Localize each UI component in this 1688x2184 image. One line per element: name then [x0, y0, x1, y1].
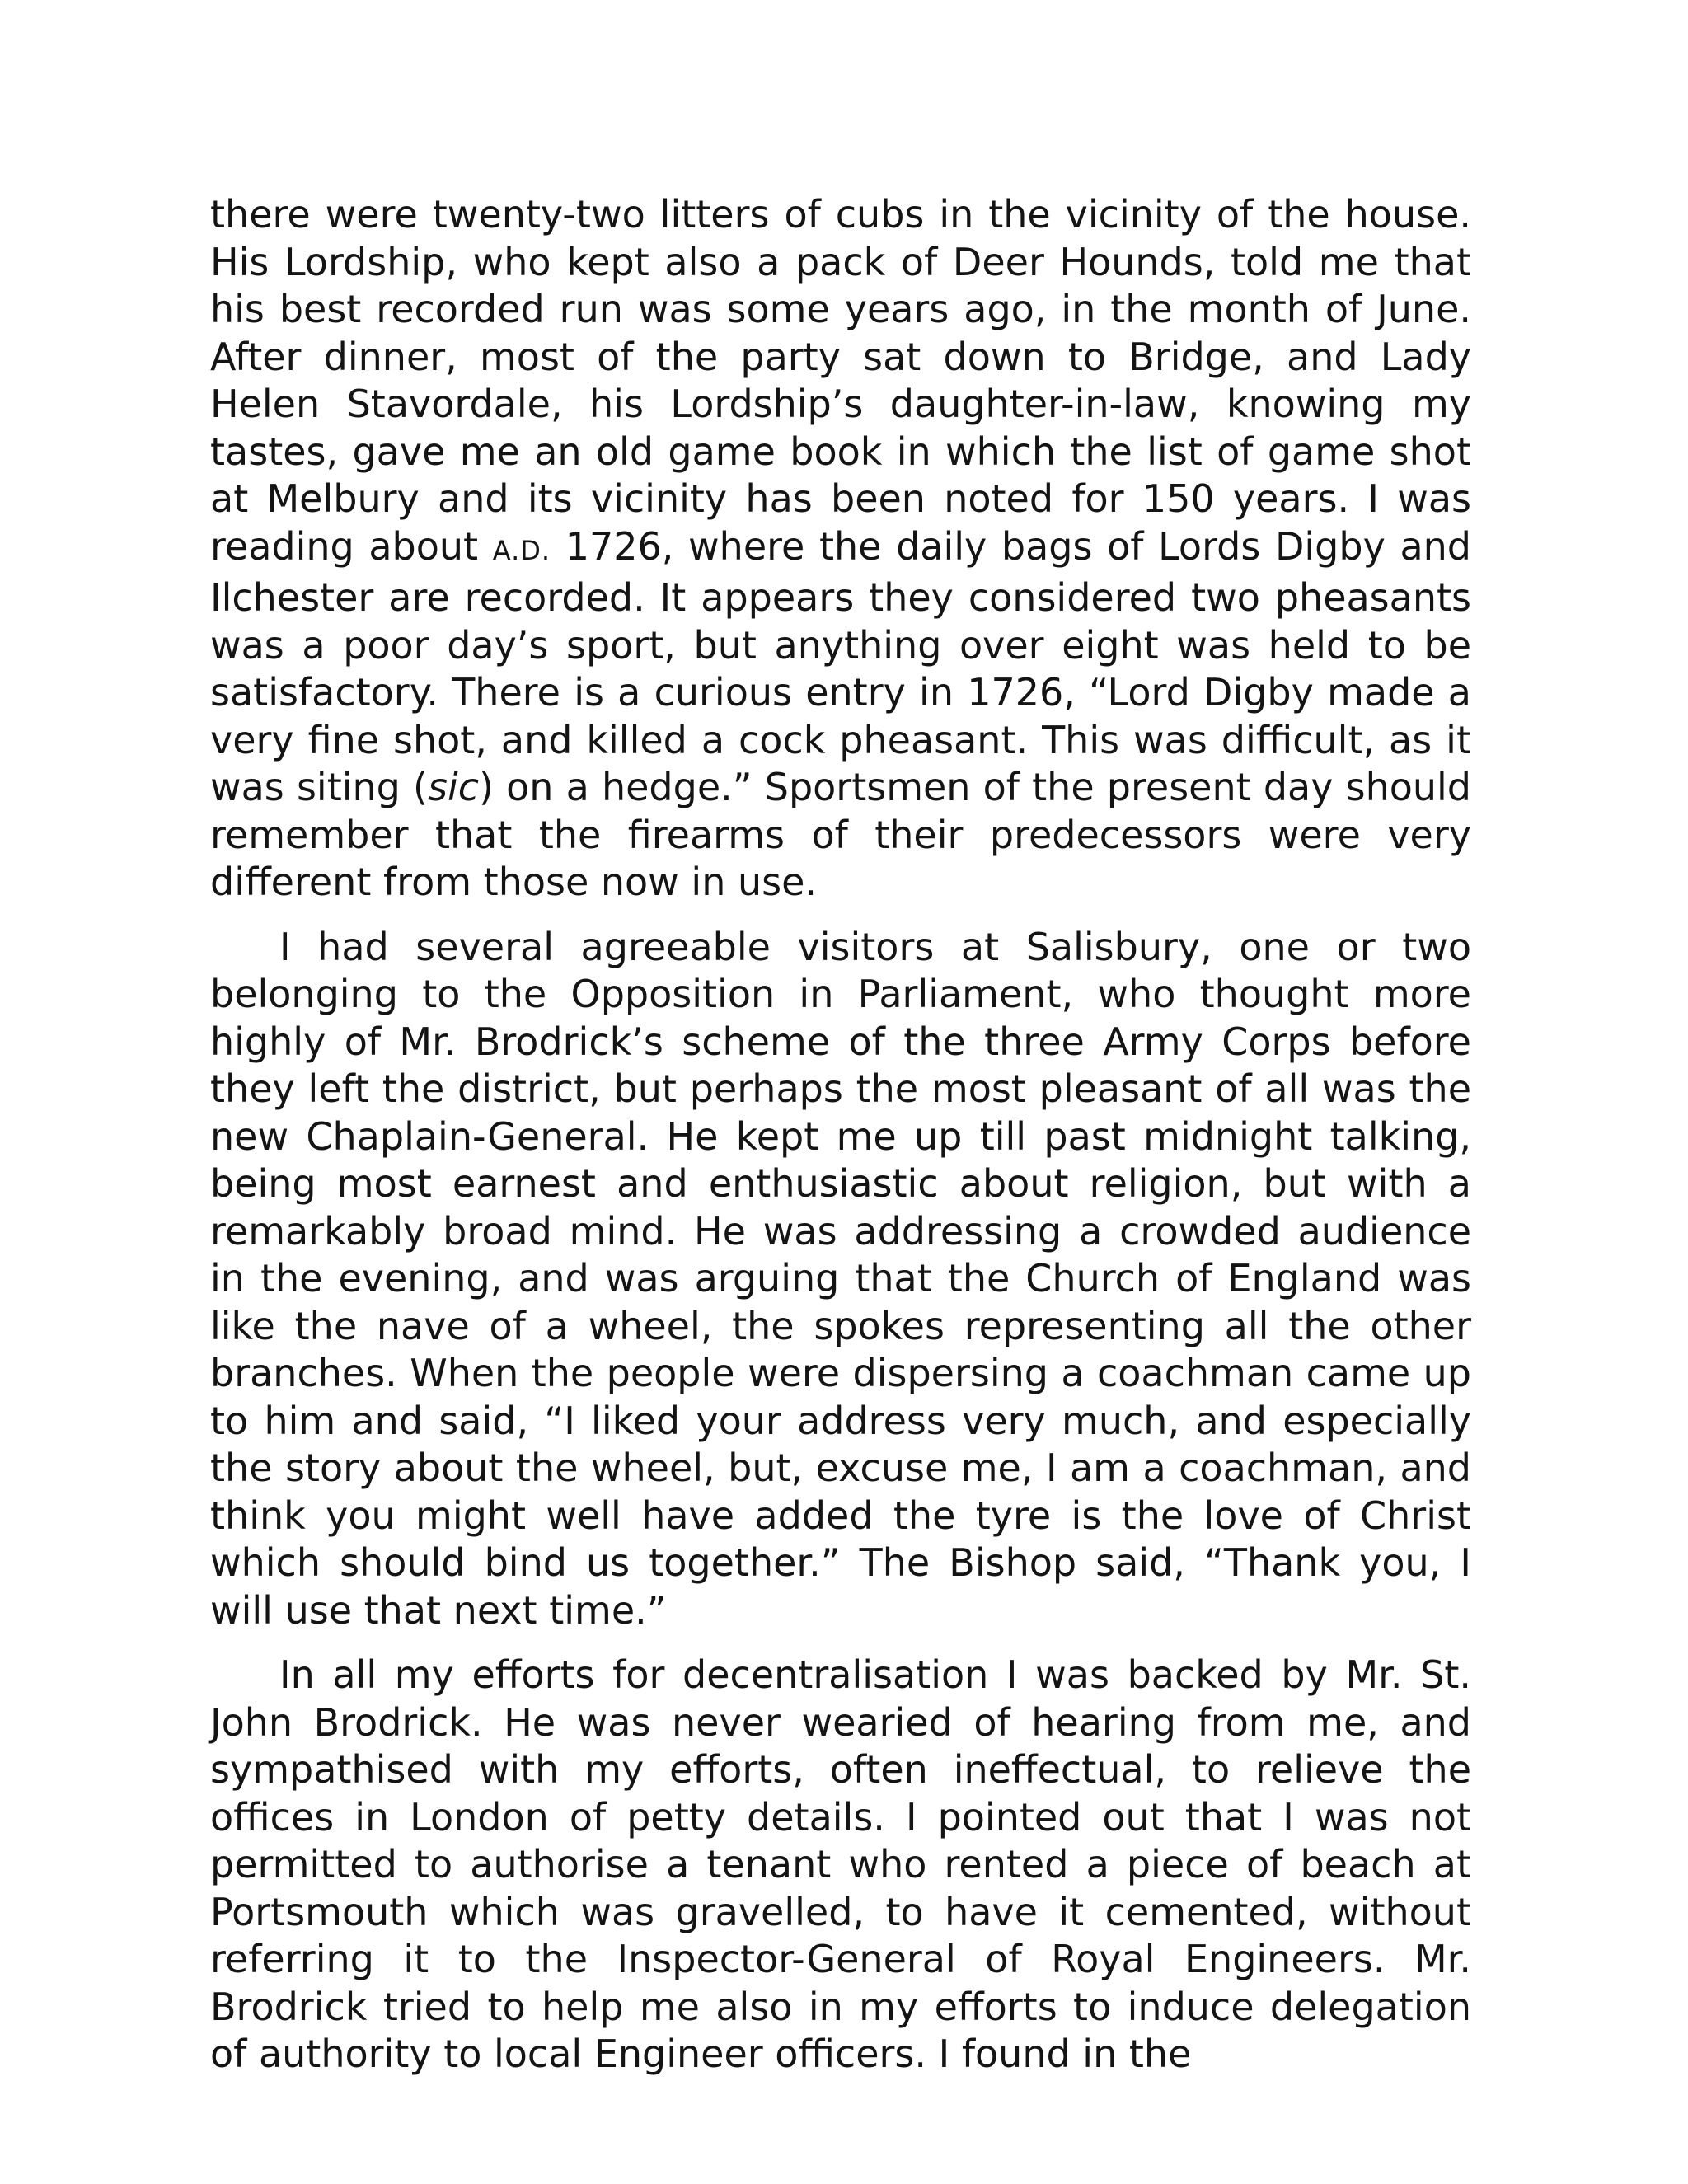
paragraph-2: I had several agreeable visitors at Salisbury, one or two belonging to the Opposition in Parliament, who thought more highly of Mr. Brodrick’s scheme of the three Army Corps before they left the district, but perhaps the most pleasant of all was the new Chaplain-General. He kept me up till past midnight talking, being most earnest and enthusiastic about religion, but with a remarkably broad mind. He was addressing a crowded audience in the evening, and was arguing that the Church of England was like the nave of a wheel, the spokes representing all the other branches. When the people were dispersing a coachman came up to him and said, “I liked your address very much, and especially the story about the wheel, but, excuse me, I am a coachman, and think you might well have added the tyre is the love of Christ which should bind us together.” The Bishop said, “Thank you, I will use that next time.” — [210, 924, 1471, 1633]
paragraph-1-text-a: there were twenty-two litters of cubs in the vicinity of the house. His Lordship, who kept also a pack of Deer Hounds, told me that his best recorded run was some years ago, in the month of June. After dinner, most of the party sat down to Bridge, and Lady Helen Stavordale, his Lordship’s daughter-in-law, knowing my tastes, gave me an old game book in which the list of game shot at Melbury and its vicinity has been noted for 150 years. I was reading about — [210, 192, 1471, 569]
era-abbreviation: A.D. — [492, 534, 551, 566]
paragraph-1-text-c: ) on a hedge.” Sportsmen of the present day should remember that the firearms of their predecessors were very different from those now in use. — [210, 765, 1471, 904]
paragraph-1 — [210, 191, 1471, 907]
paragraph-3: In all my efforts for decentralisation I was backed by Mr. St. John Brodrick. He was never wearied of hearing from me, and sympathised with my efforts, often ineffectual, to relieve the offices in London of petty details. I pointed out that I was not permitted to authorise a tenant who rented a piece of beach at Portsmouth which was gravelled, to have it cemented, without referring it to the Inspector-General of Royal Engineers. Mr. Brodrick tried to help me also in my efforts to induce delegation of authority to local Engineer officers. I found in the — [210, 1652, 1471, 2076]
paragraph-1-text-b: 1726, where the daily bags of Lords Digby and Ilchester are recorded. It appears they considered two pheasants was a poor day’s sport, but anything over eight was held to be satisfactory. There is a curious entry in 1726, “Lord Digby made a very fine shot, and killed a cock pheasant. This was difficult, as it was siting ( — [210, 523, 1471, 809]
sic-italic: sic — [427, 765, 480, 809]
page-body — [210, 191, 1471, 2079]
